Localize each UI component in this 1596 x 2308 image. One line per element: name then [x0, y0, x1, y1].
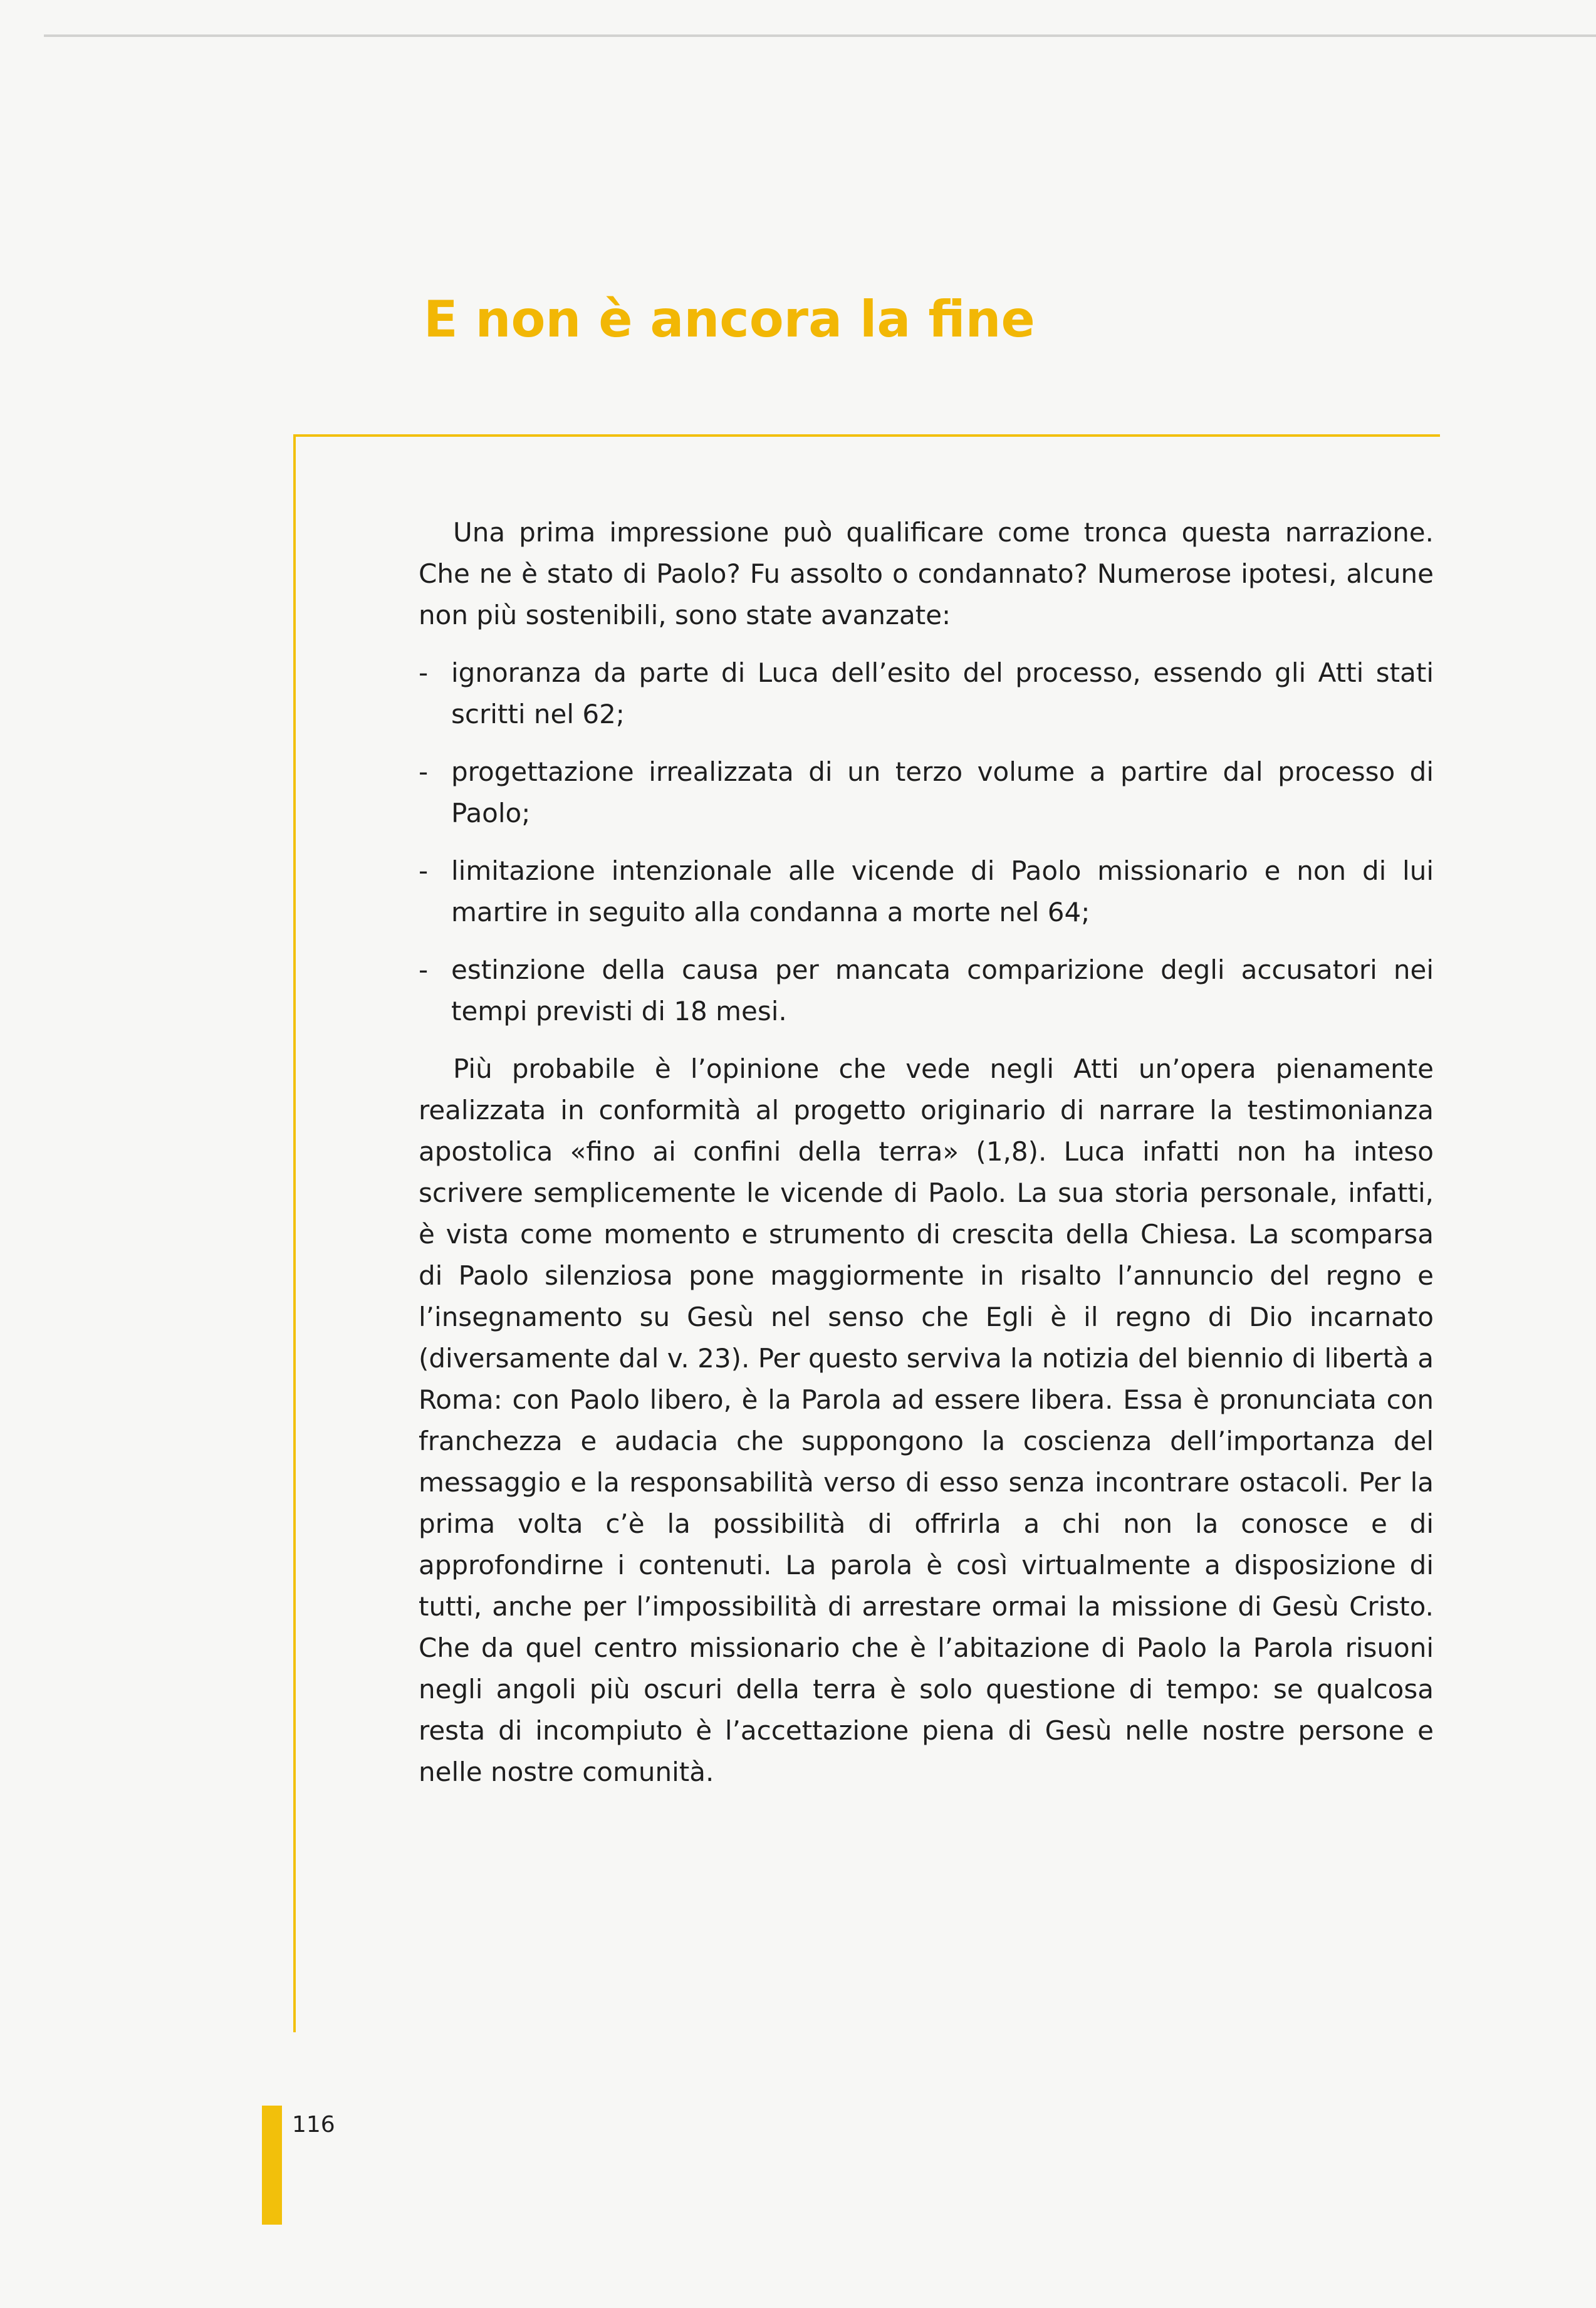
frame-top-rule — [293, 434, 1440, 437]
list-item-text: limitazione intenzionale alle vicende di Paolo missionario e non di lui martire in seguito alla condanna a morte nel 64; — [451, 855, 1434, 927]
body-text — [419, 512, 1434, 1793]
list-item — [419, 850, 1434, 933]
list-item — [419, 751, 1434, 834]
list-item — [419, 652, 1434, 735]
list-item — [419, 949, 1434, 1032]
hypotheses-list — [419, 652, 1434, 1032]
chapter-title: E non è ancora la fine — [424, 290, 1035, 348]
list-dash: - — [419, 756, 429, 787]
list-dash: - — [419, 657, 429, 688]
list-dash: - — [419, 954, 429, 985]
intro-paragraph: Una prima impressione può qualificare come tronca questa narrazione. Che ne è stato di Paolo? Fu assolto o condannato? Numerose ipotesi, alcune non più sostenibili, sono state avanzate: — [419, 517, 1434, 630]
list-item-text: estinzione della causa per mancata comparizione degli accusatori nei tempi previsti di 18 mesi. — [451, 954, 1434, 1026]
list-item-text: ignoranza da parte di Luca dell’esito del processo, essendo gli Atti stati scritti nel 62; — [451, 657, 1434, 729]
list-dash: - — [419, 855, 429, 886]
frame-left-rule — [293, 434, 296, 2032]
page-number: 116 — [292, 2112, 335, 2138]
page-number-marker — [262, 2106, 282, 2225]
conclusion-paragraph: Più probabile è l’opinione che vede negli Atti un’opera pienamente realizzata in conformità al progetto originario di narrare la testimonianza apostolica «fino ai confini della terra» (1,8). Luca infatti non ha inteso scrivere semplicemente le vicende di Paolo. La sua storia personale, infatti, è vista come momento e strumento di crescita della Chiesa. La scomparsa di Paolo silenziosa pone maggiormente in risalto l’annuncio del regno e l’insegnamento su Gesù nel senso che Egli è il regno di Dio incarnato (diversamente dal v. 23). Per questo serviva la notizia del biennio di libertà a Roma: con Paolo libero, è la Parola ad essere libera. Essa è pronunciata con franchezza e audacia che suppongono la coscienza dell’importanza del messaggio e la responsabilità verso di esso senza incontrare ostacoli. Per la prima volta c’è la possibilità di offrirla a chi non la conosce e di approfondirne i contenuti. La parola è così virtualmente a disposizione di tutti, anche per l’impossibilità di arrestare ormai la missione di Gesù Cristo. Che da quel centro missionario che è l’abitazione di Paolo la Parola risuoni negli angoli più oscuri della terra è solo questione di tempo: se qualcosa resta di incompiuto è l’accettazione piena di Gesù nelle nostre persone e nelle nostre comunità. — [419, 1053, 1434, 1787]
list-item-text: progettazione irrealizzata di un terzo volume a partire dal processo di Paolo; — [451, 756, 1434, 828]
page-top-edge — [44, 34, 1596, 37]
